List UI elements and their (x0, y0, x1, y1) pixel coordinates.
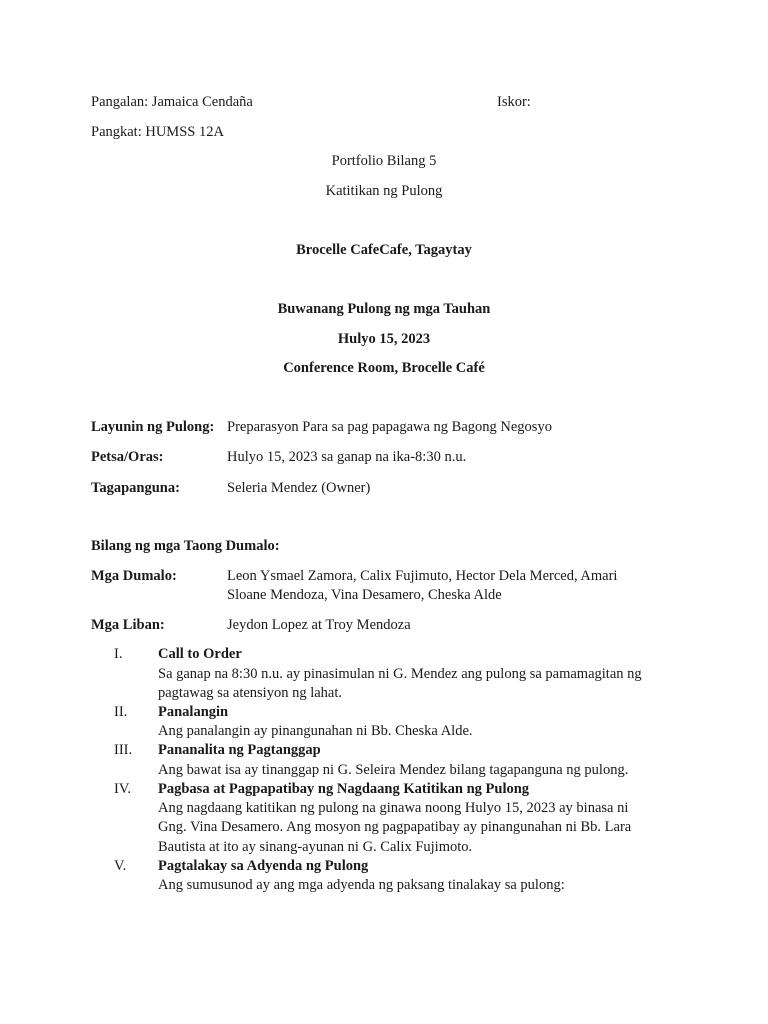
score-label: Iskor: (497, 94, 531, 110)
document-type: Katitikan ng Pulong (325, 183, 443, 199)
purpose-label: Layunin ng Pulong: (91, 419, 215, 435)
agenda-text: Ang panalangin ay pinangunahan ni Bb. Cheska Alde. (158, 723, 473, 739)
agenda-text: Gng. Vina Desamero. Ang mosyon ng pagpapatibay ay pinangunahan ni Bb. Lara (158, 819, 632, 835)
agenda-title: Pagbasa at Pagpapatibay ng Nagdaang Katitikan ng Pulong (158, 781, 530, 797)
agenda-number: I. (114, 646, 123, 662)
meeting-title: Buwanang Pulong ng mga Tauhan (277, 301, 491, 317)
present-label: Mga Dumalo: (91, 568, 177, 584)
agenda-text: Ang bawat isa ay tinanggap ni G. Seleira Mendez bilang tagapanguna ng pulong. (158, 762, 629, 778)
agenda-text: Ang sumusunod ay ang mga adyenda ng paksang tinalakay sa pulong: (158, 877, 565, 893)
meeting-date: Hulyo 15, 2023 (337, 331, 431, 347)
agenda-number: V. (114, 858, 127, 874)
section-label: Pangkat: HUMSS 12A (91, 124, 224, 140)
datetime-value: Hulyo 15, 2023 sa ganap na ika-8:30 n.u. (227, 449, 467, 465)
agenda-text: pagtawag sa atensiyon ng lahat. (158, 685, 343, 701)
chair-label: Tagapanguna: (91, 480, 180, 496)
present-line-1: Leon Ysmael Zamora, Calix Fujimuto, Hector Dela Merced, Amari (227, 568, 618, 584)
absent-value: Jeydon Lopez at Troy Mendoza (227, 617, 411, 633)
agenda-text: Bautista at ito ay sinang-ayunan ni G. Calix Fujimoto. (158, 839, 473, 855)
purpose-value: Preparasyon Para sa pag papagawa ng Bagong Negosyo (227, 419, 552, 435)
attendance-heading: Bilang ng mga Taong Dumalo: (91, 538, 280, 554)
chair-value: Seleria Mendez (Owner) (227, 480, 371, 496)
agenda-number: III. (114, 742, 133, 758)
agenda-text: Ang nagdaang katitikan ng pulong na ginawa noong Hulyo 15, 2023 ay binasa ni (158, 800, 629, 816)
present-line-2: Sloane Mendoza, Vina Desamero, Cheska Alde (227, 587, 502, 603)
agenda-title: Panalangin (158, 704, 229, 720)
student-name: Pangalan: Jamaica Cendaña (91, 94, 253, 110)
agenda-title: Call to Order (158, 646, 242, 662)
agenda-text: Sa ganap na 8:30 n.u. ay pinasimulan ni G. Mendez ang pulong sa pamamagitan ng (158, 666, 642, 682)
agenda-title: Pagtalakay sa Adyenda ng Pulong (158, 858, 369, 874)
absent-label: Mga Liban: (91, 617, 165, 633)
meeting-venue: Conference Room, Brocelle Café (283, 360, 485, 376)
agenda-number: II. (114, 704, 128, 720)
agenda-number: IV. (114, 781, 132, 797)
organization-name: Brocelle CafeCafe, Tagaytay (296, 242, 472, 258)
portfolio-title: Portfolio Bilang 5 (331, 153, 437, 169)
datetime-label: Petsa/Oras: (91, 449, 164, 465)
agenda-title: Pananalita ng Pagtanggap (158, 742, 321, 758)
